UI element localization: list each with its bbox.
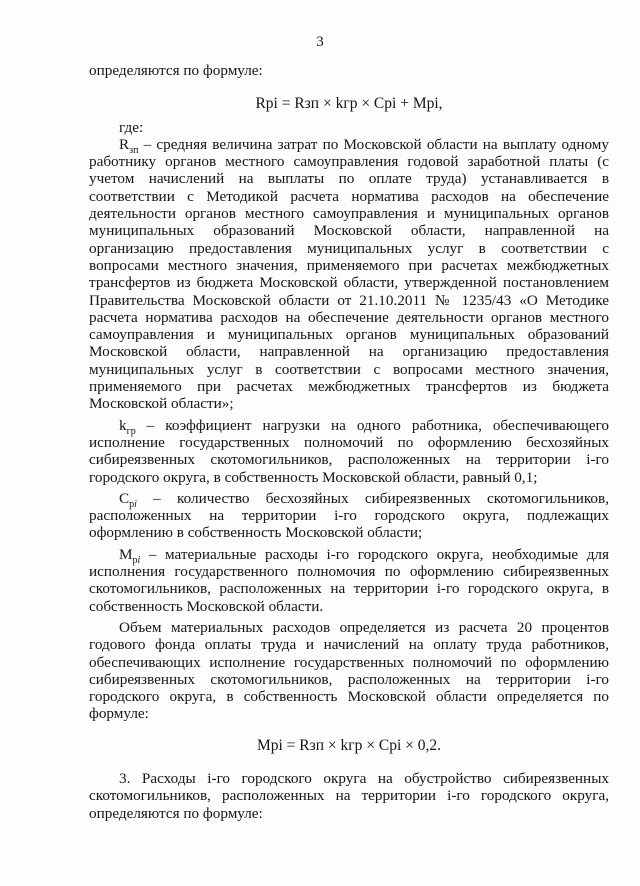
definition-kgr-text: – коэффициент нагрузки на одного работника, обеспечивающего исполнение государственных полномочий по оформлению бесхозяйных сибиреязвенных скотомогильников, расположенных на территории i-го городского округа, в собственность Московской области, равный 0,1; xyxy=(89,416,610,486)
definition-cp: $C_{pi}$ – количество бесхозяйных сибиреязвенных скотомогильников, расположенных на территории i-го городского округа, подлежащих оформлению в собственность Московской области; xyxy=(89,489,609,542)
page-number: 3 xyxy=(316,34,324,50)
formula-mp-text: Mpi = Rзп × kгр × Cpi × 0,2. xyxy=(256,736,442,754)
formula-rp xyxy=(89,95,609,112)
definition-mp-text: – материальные расходы i-го городского округа, необходимые для исполнения государственного полномочия по оформлению сибиреязвенных скотомогильников, расположенных на территории i-го городского округа, в собственность Московской области. xyxy=(89,545,610,615)
formula-mp xyxy=(89,737,609,754)
where-label: где: xyxy=(119,118,144,136)
formula-rp-text: Rpi = Rзп × kгр × Cpi + Mpi, xyxy=(255,95,443,113)
volume-paragraph: Объем материальных расходов определяется из расчета 20 процентов годового фонда оплаты труда и начислений на оплату труда работников, обеспечивающих исполнение государственных полномочий по оформлению сибиреязвенных скотомогильников, расположенных на территории i-го городского округа, в собственность Московской области определяется по формуле: xyxy=(89,618,609,723)
definition-kgr: $k_{гр}$ – коэффициент нагрузки на одного работника, обеспечивающего исполнение государственных полномочий по оформлению бесхозяйных сибиреязвенных скотомогильников, расположенных на территории i-го городского округа, в собственность Московской области, равный 0,1; xyxy=(89,416,610,486)
section-3-paragraph: 3. Расходы i-го городского округа на обустройство сибиреязвенных скотомогильников, расположенных на территории i-го городского округа, определяются по формуле: xyxy=(89,769,609,822)
definition-rzp-text: – средняя величина затрат по Московской области на выплату одному работнику органов местного самоуправления годовой заработной платы (с учетом начислений на выплаты по оплате труда) устанавливается в соответствии с Методикой расчета норматива расходов на обеспечение деятельности органов местного самоуправления и муниципальных органов муниципальных образований Московской области, направленной на организацию предоставления муниципальных услуг в соответствии с вопросами местного значения, применяемого при расчетах межбюджетных трансфертов из бюджета Московской области, утвержденной постановлением Правительства Московской области от 21.10.2011 № 1235/43 «О Методике расчета норматива расходов на обеспечение деятельности органов местного самоуправления и муниципальных органов муниципальных образований Московской области, направленной на организацию предоставления муниципальных услуг в соответствии с вопросами местного значения, применяемого при расчетах межбюджетных трансфертов из бюджета Московской области»; xyxy=(89,135,609,413)
intro-text: определяются по формуле: xyxy=(89,62,263,79)
definition-mp: $M_{pi}$ – материальные расходы i-го городского округа, необходимые для исполнения государственного полномочия по оформлению сибиреязвенных скотомогильников, расположенных на территории i-го городского округа, в собственность Московской области. xyxy=(89,545,610,615)
definition-rzp: $R_{зп}$ – средняя величина затрат по Московской области на выплату одному работнику органов местного самоуправления годовой заработной платы (с учетом начислений на выплаты по оплате труда) устанавливается в соответствии с Методикой расчета норматива расходов на обеспечение деятельности органов местного самоуправления и муниципальных органов муниципальных образований Московской области, направленной на организацию предоставления муниципальных услуг в соответствии с вопросами местного значения, применяемого при расчетах межбюджетных трансфертов из бюджета Московской области, утвержденной постановлением Правительства Московской области от 21.10.2011 № 1235/43 «О Методике расчета норматива расходов на обеспечение деятельности органов местного самоуправления и муниципальных органов муниципальных образований Московской области, направленной на организацию предоставления муниципальных услуг в соответствии с вопросами местного значения, применяемого при расчетах межбюджетных трансфертов из бюджета Московской области»; xyxy=(89,135,609,413)
document-body xyxy=(89,62,609,822)
definition-cp-text: – количество бесхозяйных сибиреязвенных скотомогильников, расположенных на территории i-го городского округа, подлежащих оформлению в собственность Московской области; xyxy=(89,489,609,542)
